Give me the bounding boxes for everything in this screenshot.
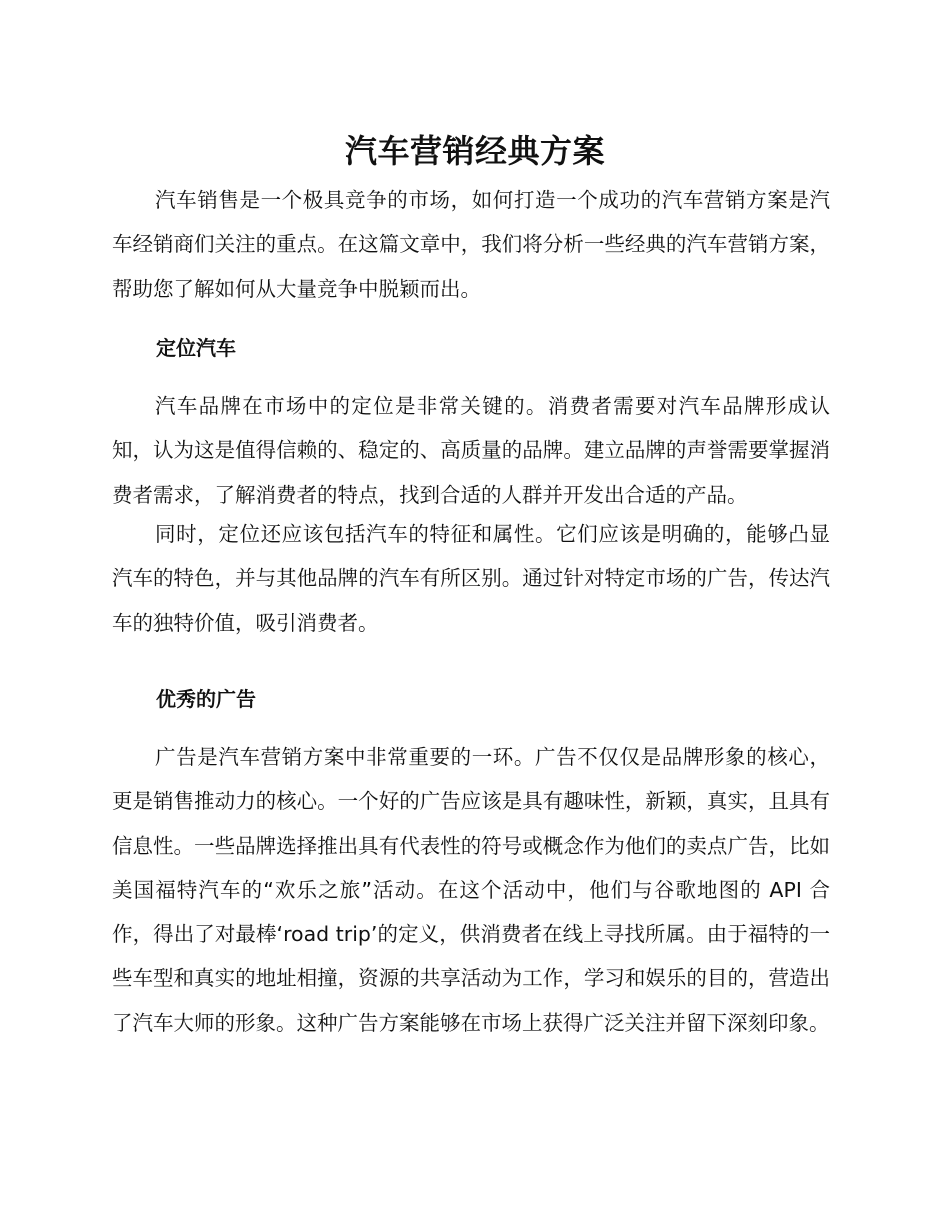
advertising-paragraph-1: 广告是汽车营销方案中非常重要的一环。广告不仅仅是品牌形象的核心，更是销售推动力的核心。一个好的广告应该是具有趣味性，新颖，真实，且具有信息性。一些品牌选择推出具有代表性的符号或概念作为他们的卖点广告，比如美国福特汽车的“欢乐之旅”活动。在这个活动中，他们与谷歌地图的 API 合作，得出了对最棒‘road trip’的定义，供消费者在线上寻找所属。由于福特的一些车型和真实的地址相撞，资源的共享活动为工作，学习和娱乐的目的，营造出了汽车大师的形象。这种广告方案能够在市场上获得广泛关注并留下深刻印象。 — [112, 745, 830, 1035]
section-heading-positioning: 定位汽车 — [156, 336, 236, 360]
document-title: 汽车营销经典方案 — [344, 132, 605, 170]
positioning-paragraph-2: 同时，定位还应该包括汽车的特征和属性。它们应该是明确的，能够凸显汽车的特色，并与其他品牌的汽车有所区别。通过针对特定市场的广告，传达汽车的独特价值，吸引消费者。 — [112, 522, 830, 635]
intro-paragraph: 汽车销售是一个极具竞争的市场，如何打造一个成功的汽车营销方案是汽车经销商们关注的重点。在这篇文章中，我们将分析一些经典的汽车营销方案，帮助您了解如何从大量竞争中脱颖而出。 — [112, 188, 830, 301]
section-heading-advertising: 优秀的广告 — [156, 687, 256, 711]
positioning-paragraph-1: 汽车品牌在市场中的定位是非常关键的。消费者需要对汽车品牌形成认知，认为这是值得信赖的、稳定的、高质量的品牌。建立品牌的声誉需要掌握消费者需求，了解消费者的特点，找到合适的人群并开发出合适的产品。 — [112, 394, 830, 507]
